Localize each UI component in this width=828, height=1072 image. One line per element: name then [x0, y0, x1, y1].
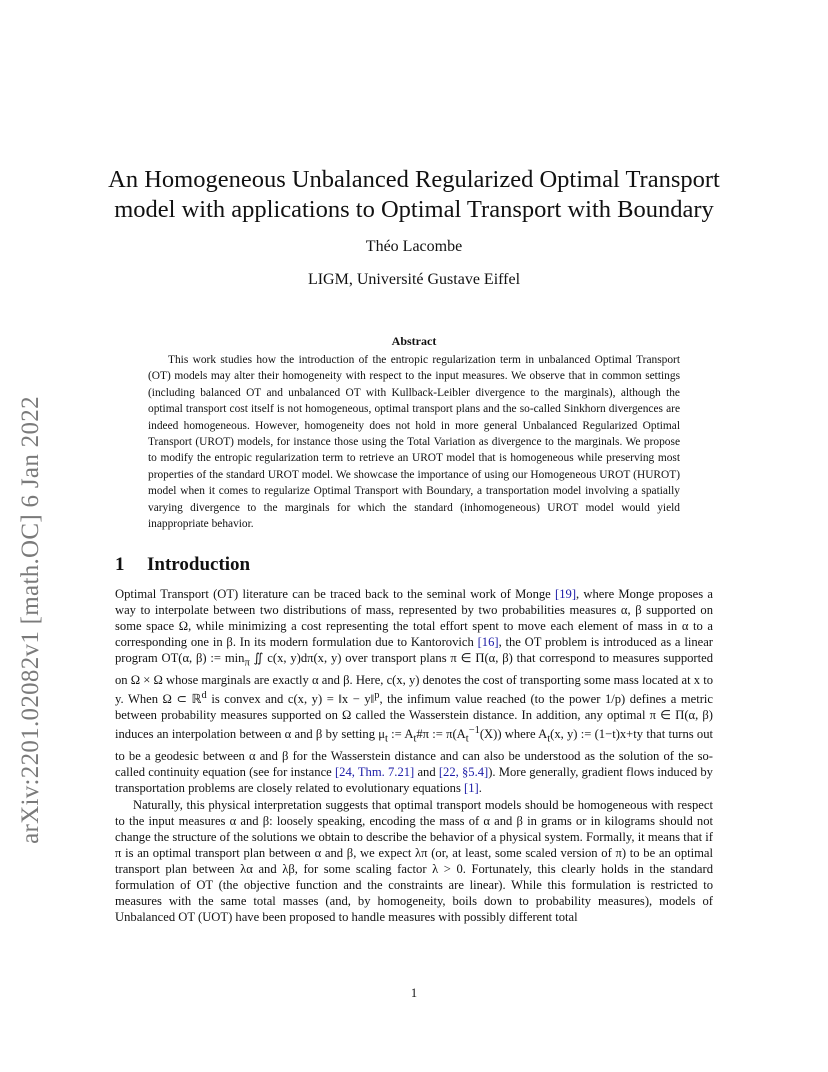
section-number: 1 — [115, 554, 125, 575]
citation-link[interactable]: [22, §5.4] — [438, 765, 489, 780]
author-name: Théo Lacombe — [365, 238, 463, 255]
section-title: Introduction — [147, 554, 251, 575]
page-number: 1 — [410, 986, 418, 1000]
author-affiliation: LIGM, Université Gustave Eiffel — [307, 271, 521, 288]
paper-title — [0, 165, 828, 225]
arxiv-sidebar-stamp — [17, 396, 57, 844]
intro-paragraph-1: Optimal Transport (OT) literature can be traced back to the seminal work of Monge [19], where Monge proposes a way to interpolate between two distributions of mass, represented by two probabilities measures α, β supported on some space Ω, while minimizing a cost representing the total effort spent to move each element of mass in α to a corresponding one in β. In its modern formulation due to Kantorovich [16], the OT problem is introduced as a linear program OT(α, β) := $\min_\pi$ ∬ c(x, y)dπ(x, y) over transport plans π ∈ Π(α, β) that correspond to measures supported on Ω × Ω whose marginals are exactly α and β. Here, c(x, y) denotes the cost of transporting some mass located at x to y. When Ω ⊂ ℝ$^d$ is convex and c(x, y) = ‖x − y‖$^p$, the infimum value reached (to the power 1/p) defines a metric between probability measures supported on Ω called the Wasserstein distance. In addition, any optimal π ∈ Π(α, β) induces an interpolation between α and β by setting $\mu_t$ := $A_t\#\pi$ := $\pi(A_t^{-1}(X))$ where $A_t(x$, y) := (1−t)x+ty that turns out to be a geodesic between α and β for the Wasserstein distance and can also be understood as the solution of the so-called continuity equation (see for instance [24, Thm. 7.21] and [22, §5.4]). More generally, gradient flows induced by transportation problems are closely related to evolutionary equations [1]. — [115, 587, 714, 796]
abstract-paragraph: This work studies how the introduction of the entropic regularization term in unbalanced Optimal Transport (OT) models may alter their homogeneity with respect to the input measures. We observe that in common settings (including balanced OT and unbalanced OT with Kullback-Leibler divergence to the marginals), although the optimal transport cost itself is not homogeneous, optimal transport plans and the so-called Sinkhorn divergences are indeed homogeneous. However, homogeneity does not hold in more general Unbalanced Regularized Optimal Transport (UROT) models, for instance those using the Total Variation as divergence to the marginals. We propose to modify the entropic regularization term to retrieve an UROT model that is homogeneous while preserving most properties of the standard UROT model. We showcase the importance of using our Homogeneous UROT (HUROT) model when it comes to regularize Optimal Transport with Boundary, a transportation model involving a spatially varying divergence to the marginals for which the standard (inhomogeneous) UROT model would yield inappropriate behavior. — [148, 354, 680, 531]
abstract-body — [148, 352, 680, 532]
title-line-2: model with applications to Optimal Transport with Boundary — [114, 196, 714, 223]
intro-paragraph-2: Naturally, this physical interpretation suggests that optimal transport models should be homogeneous with respect to the input measures α and β: loosely speaking, encoding the mass of α and β in grams or in kilograms should not change the structure of the solutions we obtain to describe the behavior of a physical system. Formally, it means that if π is an optimal transport plan between α and β, we expect λπ (or, at least, some scaled version of π) to be an optimal transport plan between λα and λβ, for some scaling factor λ > 0. Fortunately, this clearly holds in the standard formulation of OT (the objective function and the constraints are linear). While this formulation is restricted to measures with the same total masses (and, by homogeneity, boils down to probability measures), models of Unbalanced OT (UOT) have been proposed to handle measures with possibly different total — [115, 797, 713, 925]
section-heading — [115, 554, 250, 576]
title-line-1: An Homogeneous Unbalanced Regularized Optimal Transport — [108, 166, 720, 193]
section-body — [115, 586, 713, 925]
abstract-heading: Abstract — [391, 334, 437, 348]
citation-link[interactable]: [1] — [464, 781, 479, 796]
citation-link[interactable]: [19] — [555, 587, 577, 601]
arxiv-identifier: arXiv:2201.02082v1 [math.OC] 6 Jan 2022 — [17, 396, 44, 844]
citation-link[interactable]: [24, Thm. 7.21] — [334, 765, 415, 780]
citation-link[interactable]: [16] — [477, 635, 499, 650]
